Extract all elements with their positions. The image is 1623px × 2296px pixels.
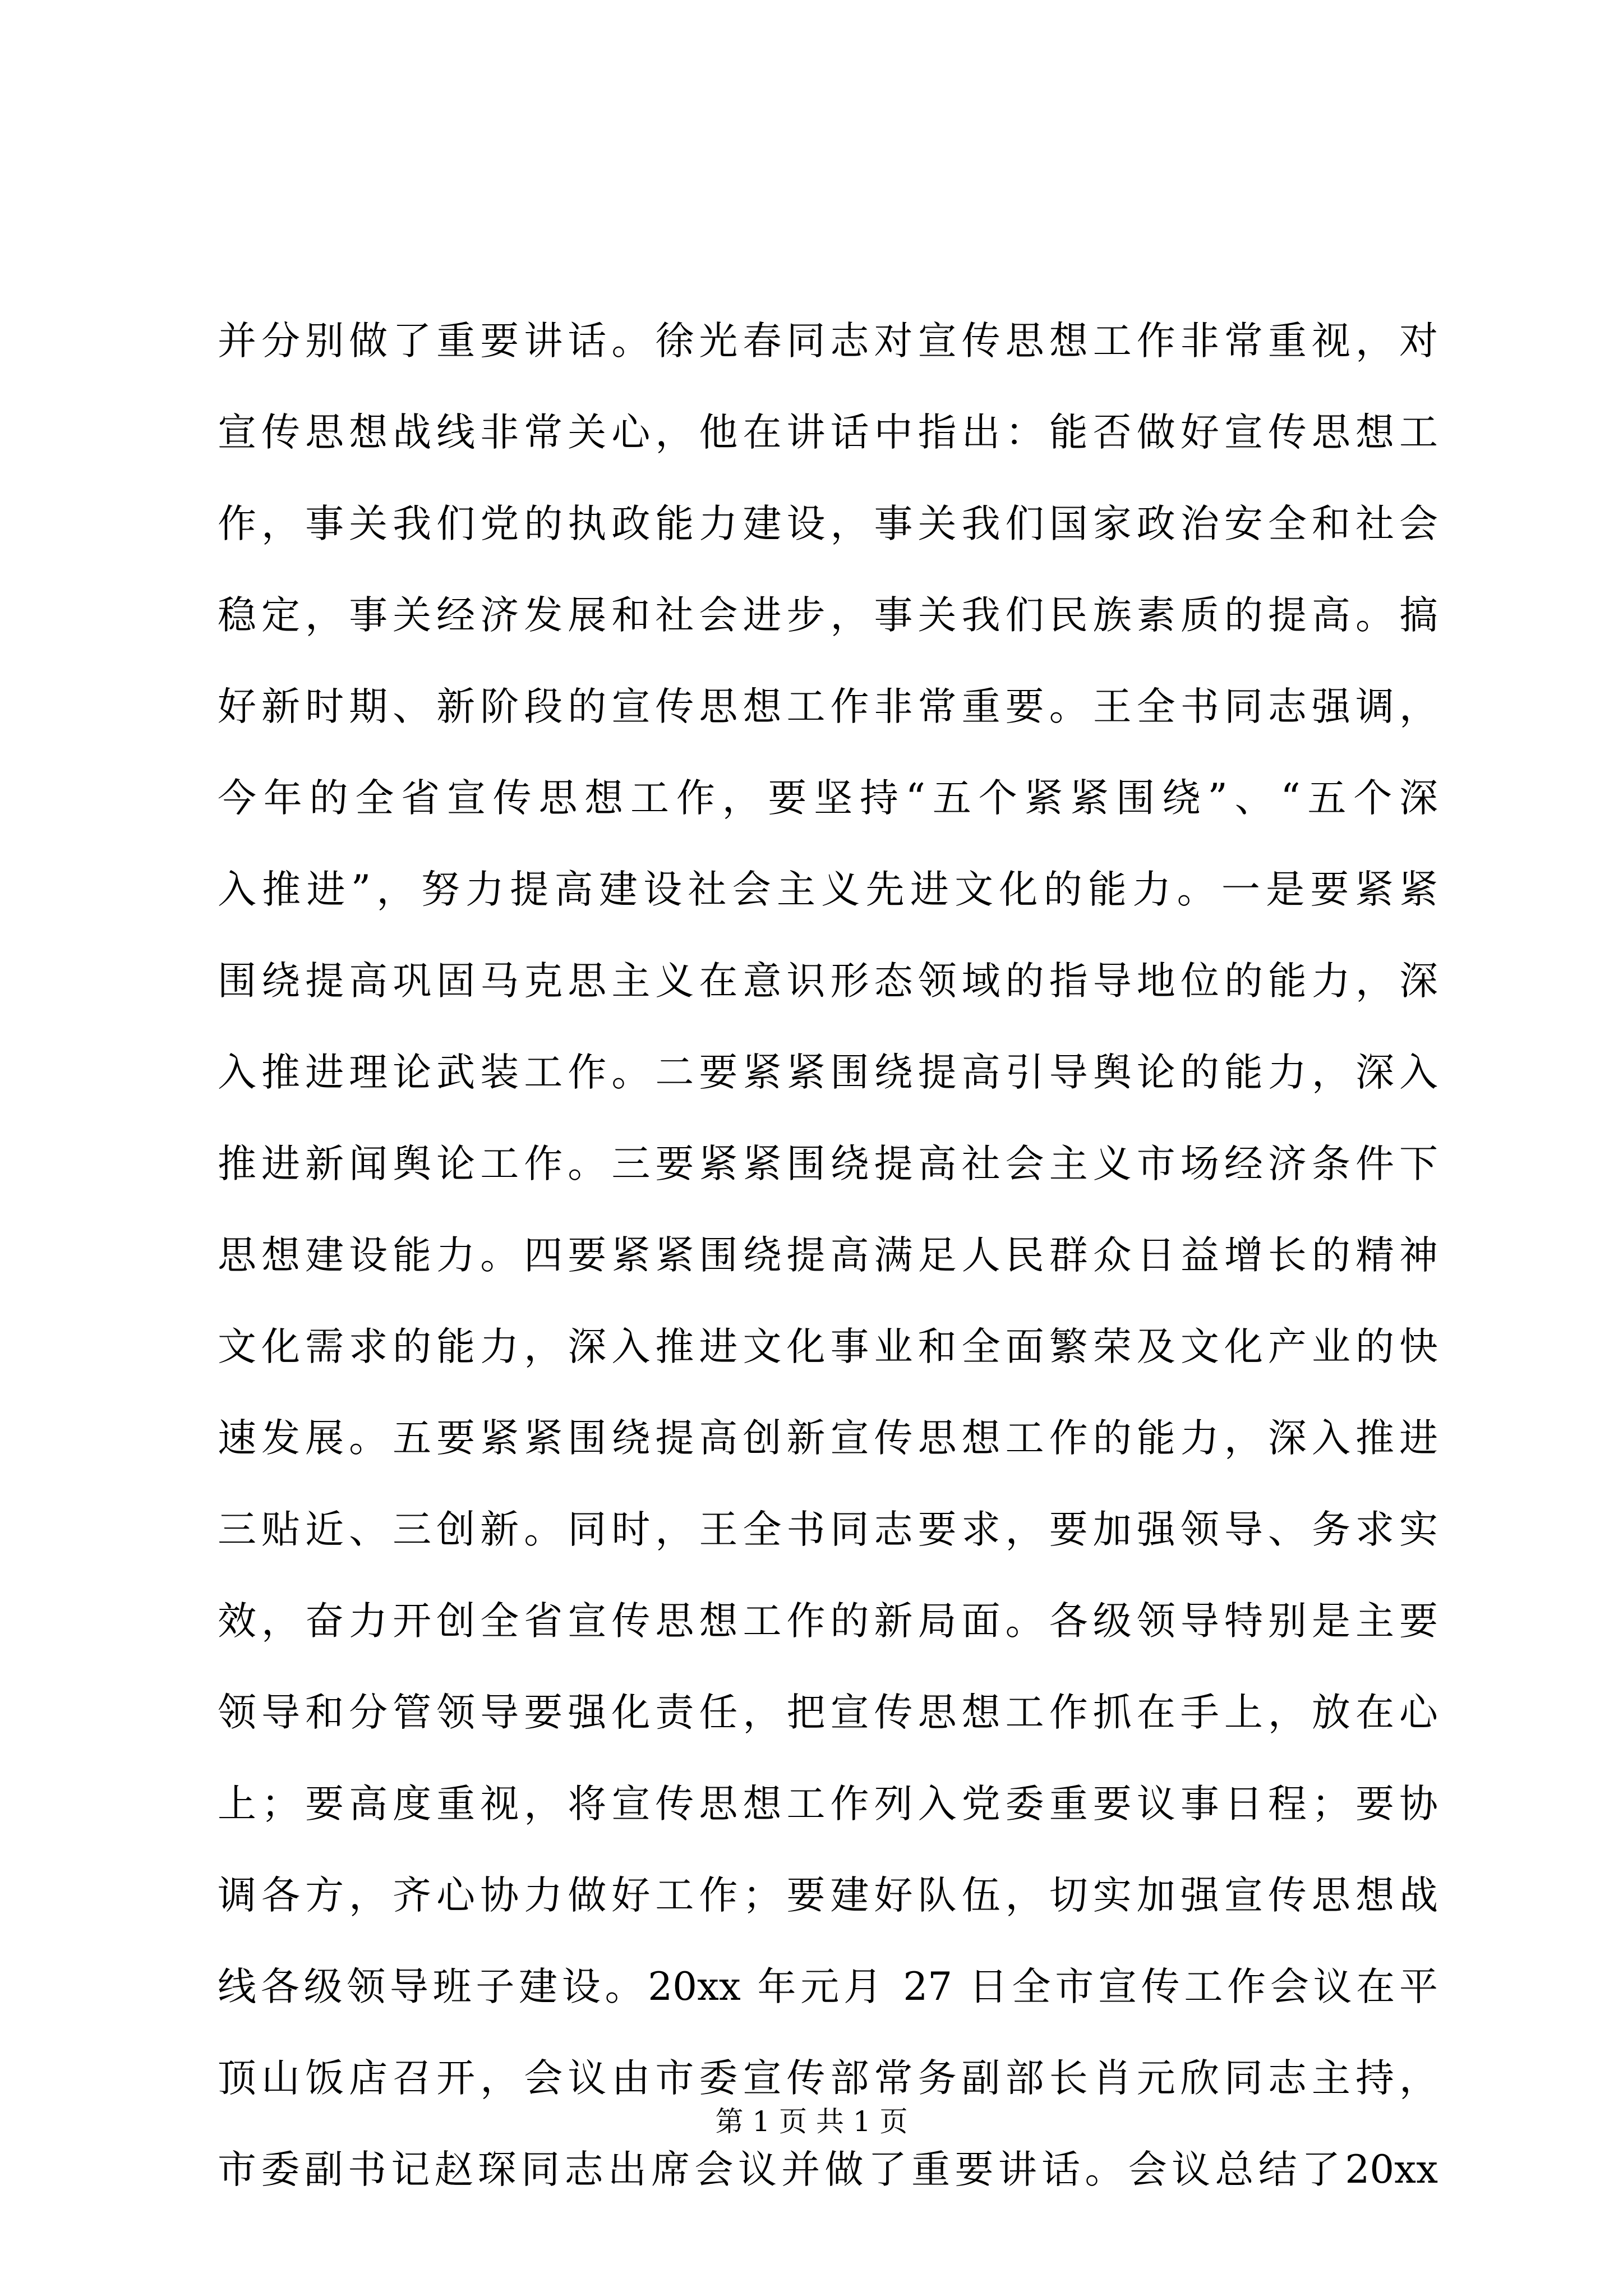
text-line: 围绕提高巩固马克思主义在意识形态领域的指导地位的能力，深 xyxy=(218,959,1438,1004)
text-line: 入推进”，努力提高建设社会主义先进文化的能力。一是要紧紧 xyxy=(218,867,1438,912)
text-line: 文化需求的能力，深入推进文化事业和全面繁荣及文化产业的快 xyxy=(218,1324,1438,1369)
text-line: 宣传思想战线非常关心，他在讲话中指出：能否做好宣传思想工 xyxy=(218,410,1438,455)
text-line: 顶山饭店召开，会议由市委宣传部常务副部长肖元欣同志主持， xyxy=(218,2056,1438,2101)
text-line: 今年的全省宣传思想工作，要坚持“五个紧紧围绕”、“五个深 xyxy=(218,776,1438,821)
text-line: 速发展。五要紧紧围绕提高创新宣传思想工作的能力，深入推进 xyxy=(218,1416,1438,1461)
text-line: 领导和分管领导要强化责任，把宣传思想工作抓在手上，放在心 xyxy=(218,1690,1438,1735)
text-line: 上；要高度重视，将宣传思想工作列入党委重要议事日程；要协 xyxy=(218,1782,1438,1826)
text-line: 调各方，齐心协力做好工作；要建好队伍，切实加强宣传思想战 xyxy=(218,1873,1438,1918)
text-line: 好新时期、新阶段的宣传思想工作非常重要。王全书同志强调， xyxy=(218,684,1438,729)
text-line: 稳定，事关经济发展和社会进步，事关我们民族素质的提高。搞 xyxy=(218,593,1438,638)
text-line: 并分别做了重要讲话。徐光春同志对宣传思想工作非常重视，对 xyxy=(218,319,1438,364)
page-footer: 第 1 页 共 1 页 xyxy=(715,2105,908,2138)
text-line: 推进新闻舆论工作。三要紧紧围绕提高社会主义市场经济条件下 xyxy=(218,1142,1438,1186)
text-line: 作，事关我们党的执政能力建设，事关我们国家政治安全和社会 xyxy=(218,501,1438,546)
text-line: 思想建设能力。四要紧紧围绕提高满足人民群众日益增长的精神 xyxy=(218,1233,1438,1278)
text-line: 效，奋力开创全省宣传思想工作的新局面。各级领导特别是主要 xyxy=(218,1599,1438,1644)
text-line: 线各级领导班子建设。20xx 年元月 27 日全市宣传工作会议在平 xyxy=(218,1964,1438,2009)
text-line: 三贴近、三创新。同时，王全书同志要求，要加强领导、务求实 xyxy=(218,1507,1438,1552)
text-line: 入推进理论武装工作。二要紧紧围绕提高引导舆论的能力，深入 xyxy=(218,1050,1438,1095)
text-line: 市委副书记赵琛同志出席会议并做了重要讲话。会议总结了20xx xyxy=(218,2147,1438,2192)
body-text xyxy=(218,307,1438,2228)
